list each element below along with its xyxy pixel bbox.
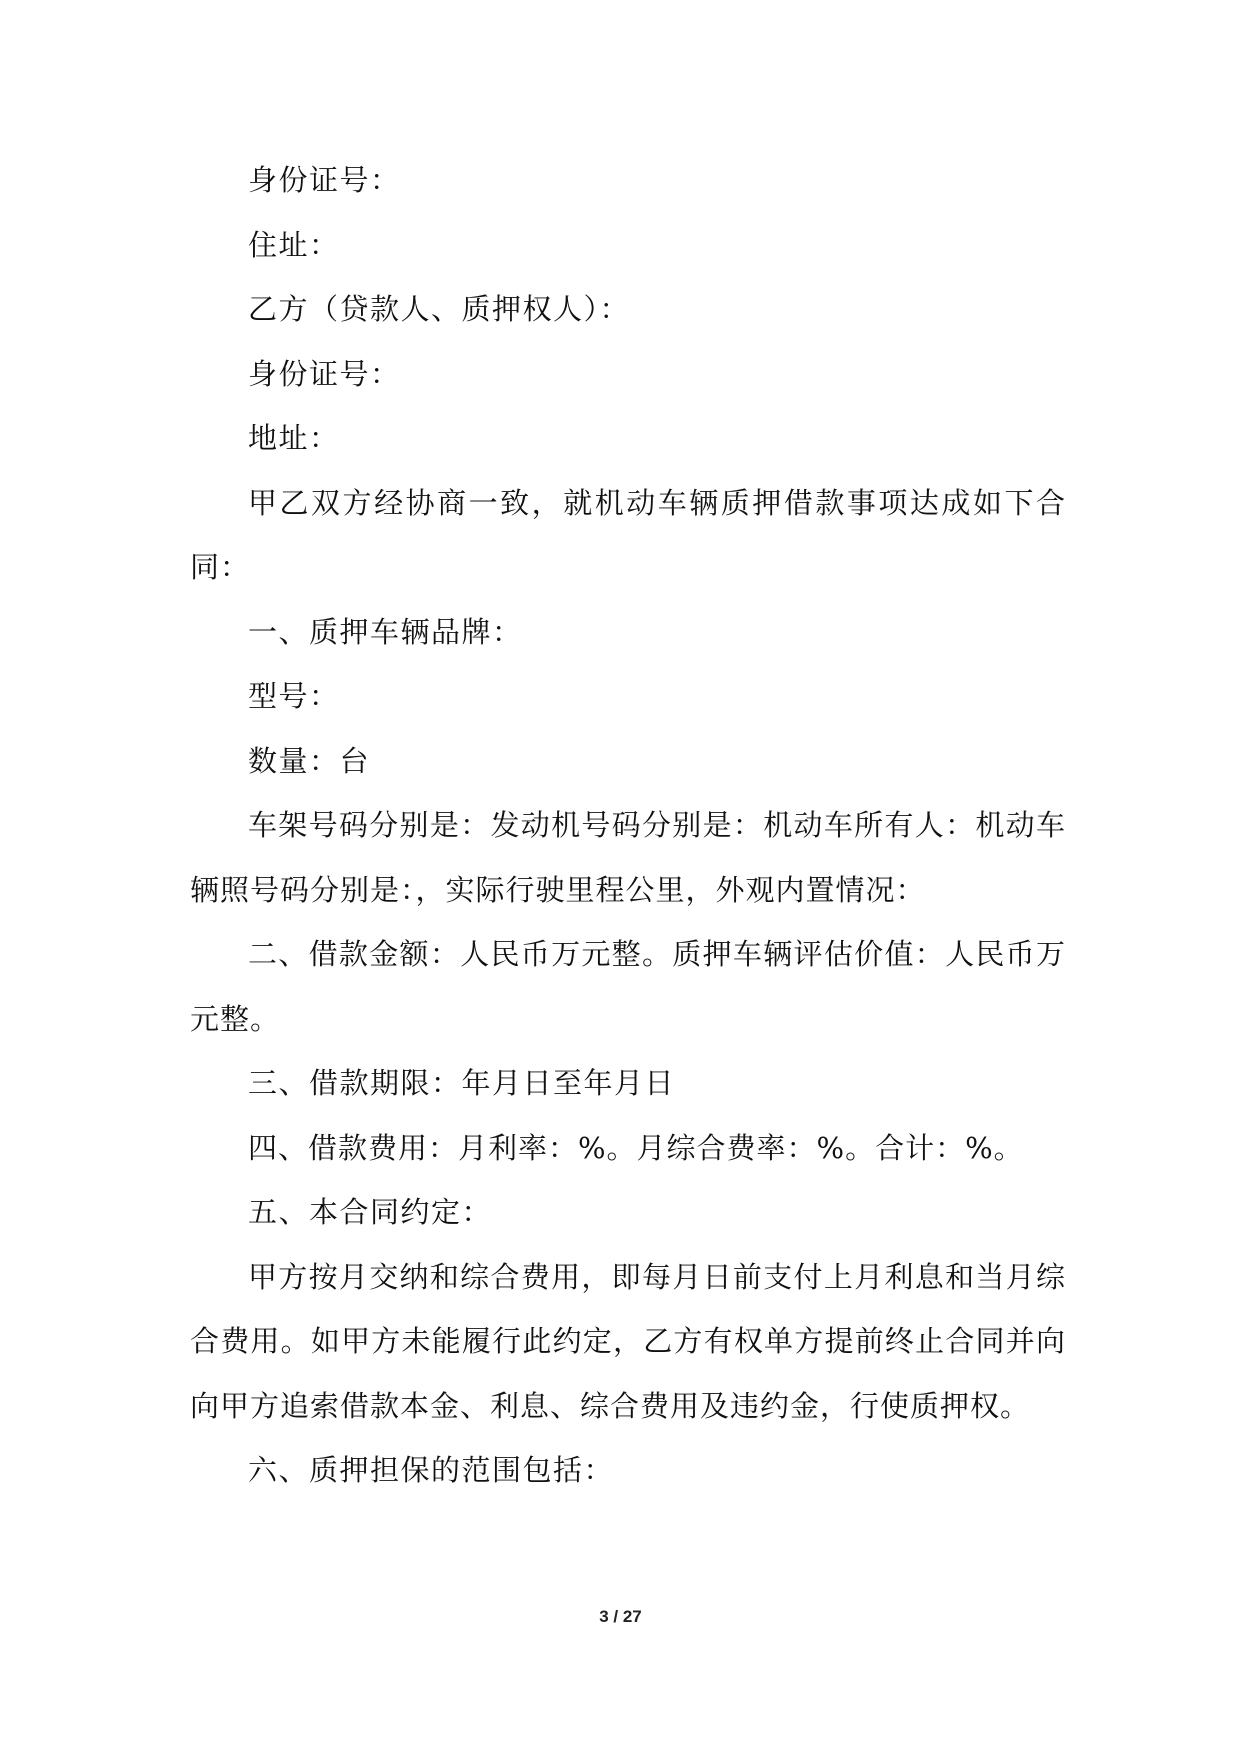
paragraph-residence: 住址： (248, 227, 340, 262)
paragraph-contract-terms: 五、本合同约定： (248, 1195, 493, 1229)
paragraph-address: 地址： (248, 421, 340, 455)
document-body (190, 148, 1066, 1503)
paragraph-model: 型号： (248, 679, 340, 713)
paragraph-payment-terms: 甲方按月交纳和综合费用，即每月日前支付上月利息和当月综合费用。如甲方未能履行此约定，乙方有权单方提前终止合同并向向甲方追索借款本金、利息、综合费用及违约金，行使质押权。 (190, 1259, 1066, 1423)
paragraph-guarantee-scope: 六、质押担保的范围包括： (248, 1453, 615, 1487)
paragraph-vehicle-details: 车架号码分别是：发动机号码分别是：机动车所有人：机动车辆照号码分别是：，实际行驶里程公里，外观内置情况： (190, 808, 1066, 907)
paragraph-vehicle-brand: 一、质押车辆品牌： (248, 614, 523, 649)
paragraph-quantity: 数量：台 (248, 743, 371, 778)
paragraph-party-b: 乙方（贷款人、质押权人）： (248, 292, 631, 326)
paragraph-loan-term: 三、借款期限：年月日至年月日 (248, 1066, 676, 1100)
paragraph-id-number-a: 身份证号： (248, 163, 401, 197)
page-number: 3 / 27 (599, 1607, 642, 1626)
paragraph-agreement-intro: 甲乙双方经协商一致，就机动车辆质押借款事项达成如下合同： (190, 485, 1066, 584)
paragraph-loan-fees: 四、借款费用：月利率：%。月综合费率：%。合计：%。 (248, 1130, 1024, 1165)
paragraph-loan-amount: 二、借款金额：人民币万元整。质押车辆评估价值：人民币万元整。 (190, 937, 1066, 1036)
paragraph-id-number-b: 身份证号： (248, 356, 401, 391)
